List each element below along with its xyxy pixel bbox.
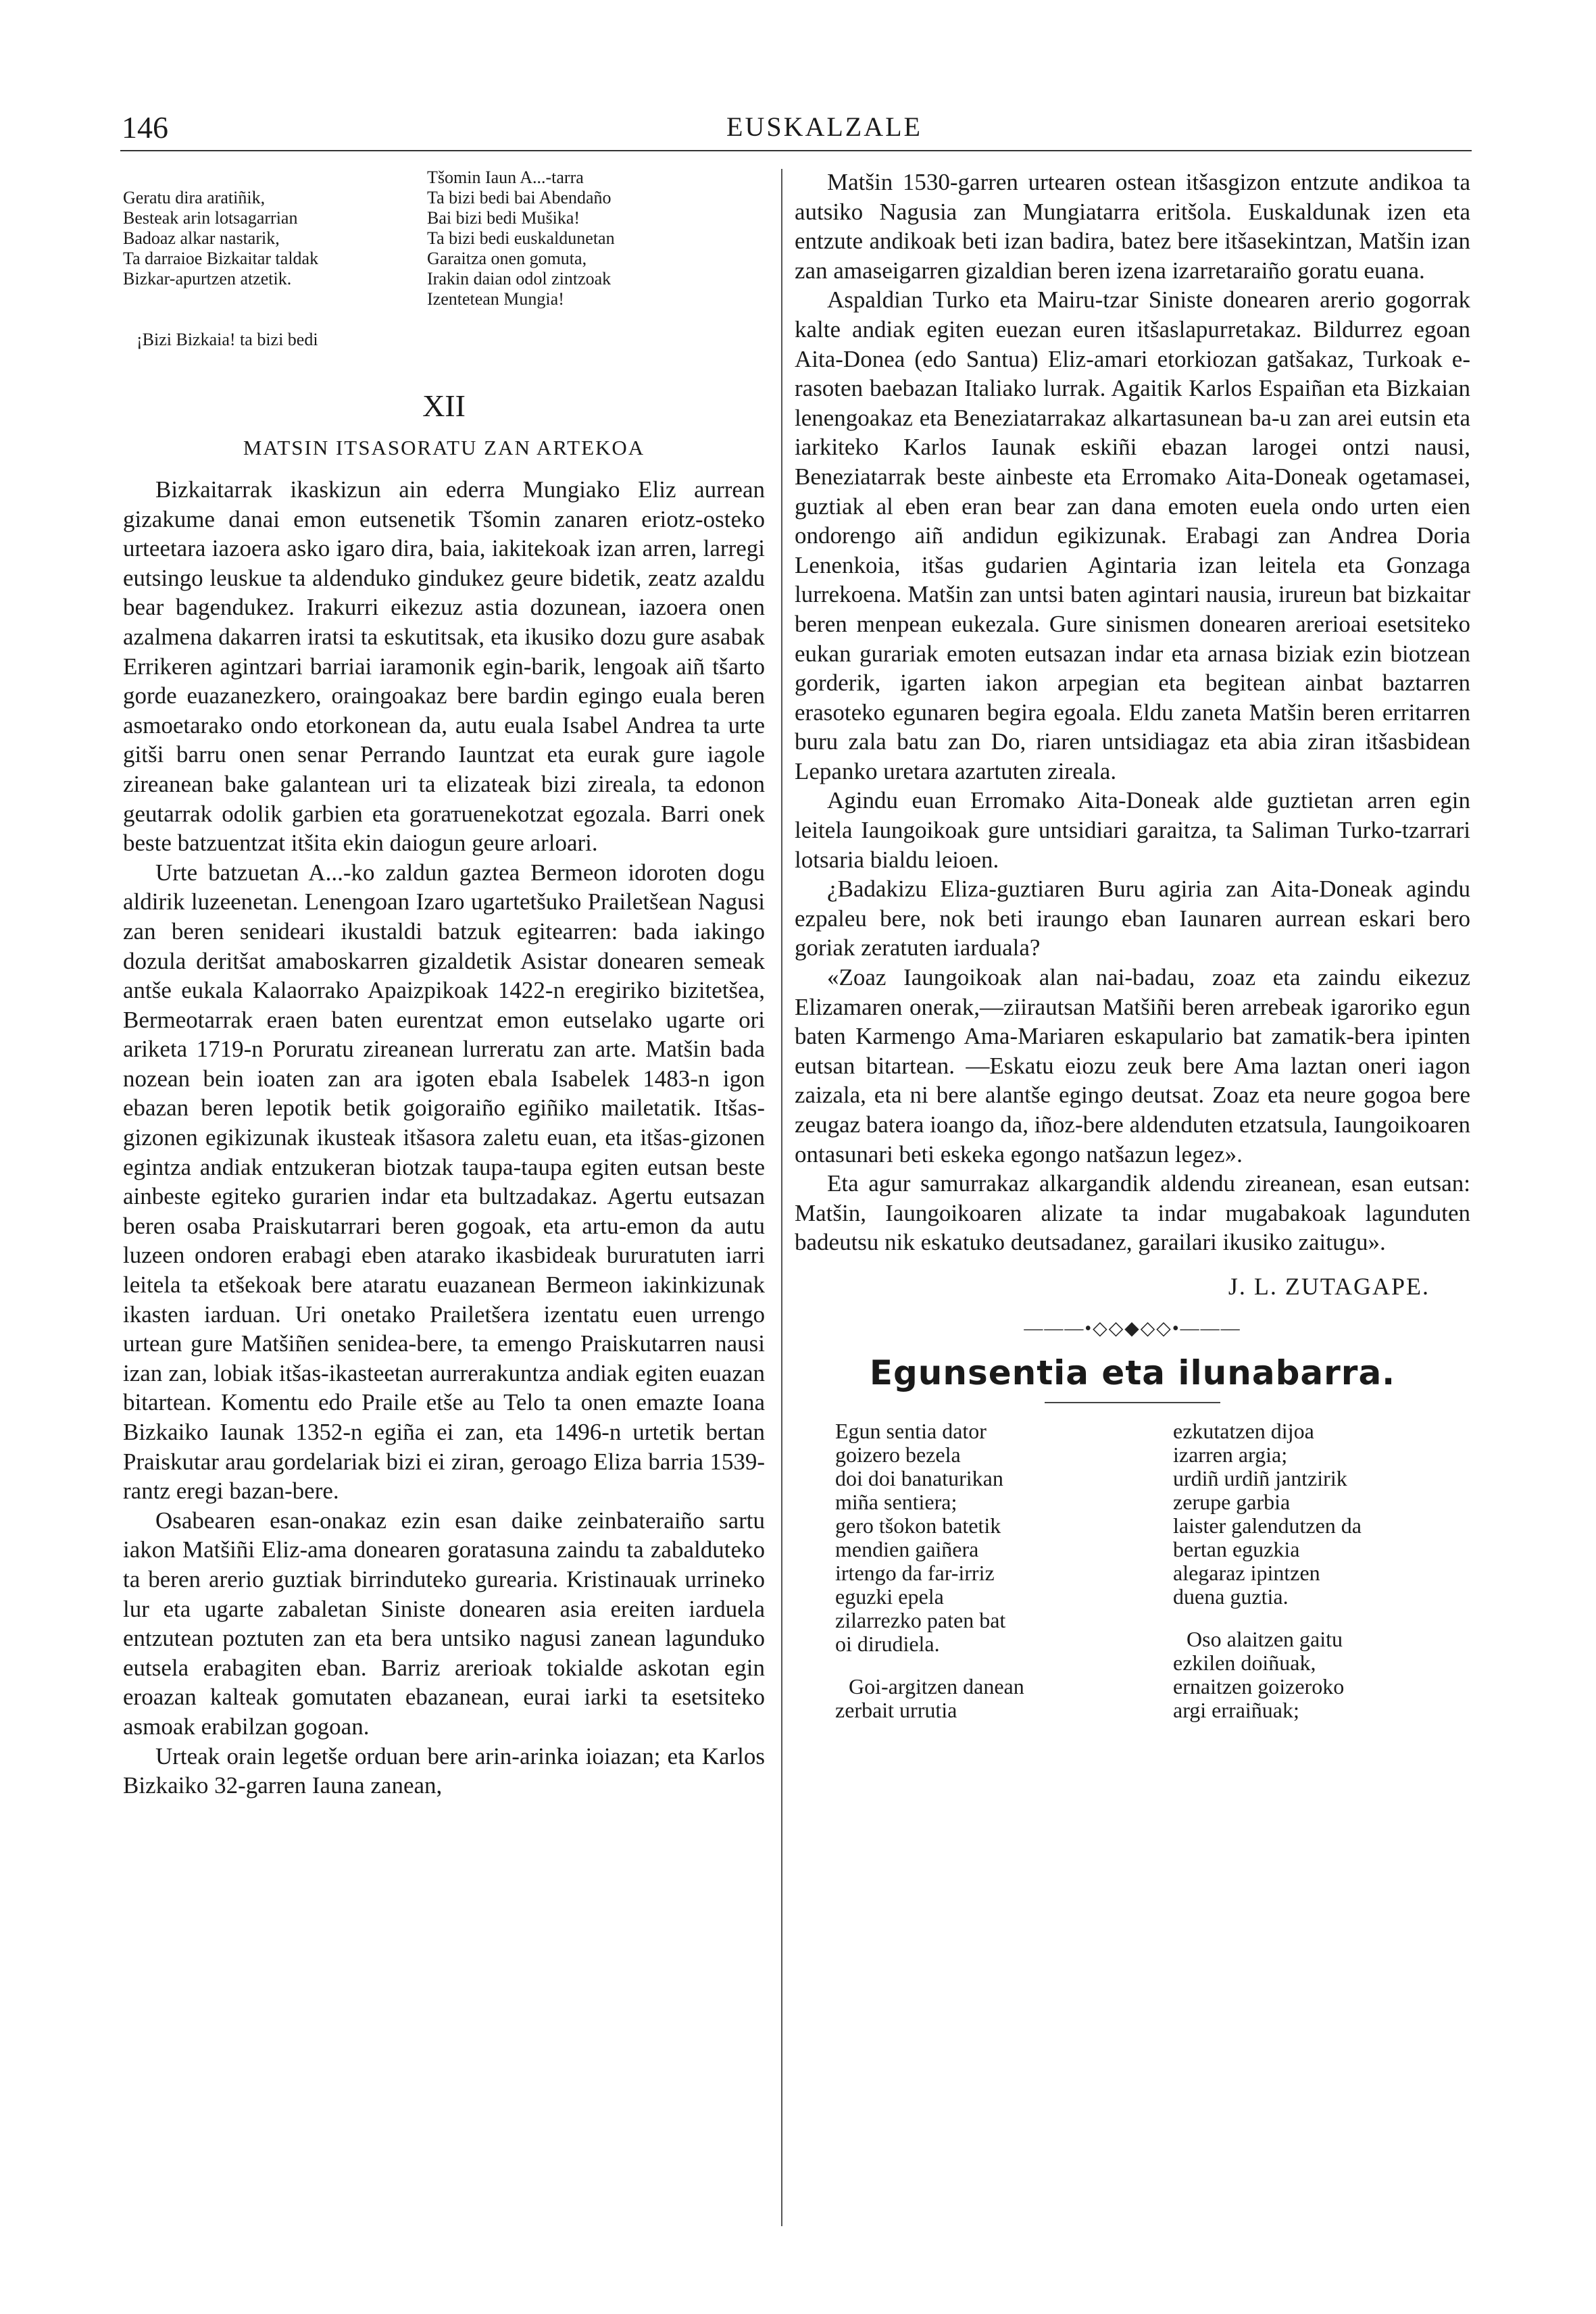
poem-column-a — [835, 1419, 1132, 1741]
poem-line: izarren argia; — [1173, 1442, 1288, 1467]
poem-line: miña sentiera; — [835, 1489, 957, 1514]
section-number: XII — [422, 388, 466, 423]
poem-body — [795, 1419, 1470, 1741]
poem-line: ezkilen doiñuak, — [1173, 1650, 1316, 1675]
paragraph: Agindu euan Erromako Aita-Doneak alde guztietan arren egin leitela Iaungoikoak gure untsidiari garaitza, ta Saliman Turko-tzarrari lotsaria bialdu leioen. — [795, 787, 1470, 873]
poem-line: Egun sentia dator — [835, 1418, 987, 1443]
poem-line: bertan eguzkia — [1173, 1536, 1300, 1561]
poem-stanza — [1173, 1419, 1457, 1609]
poem-line: zerbait urrutia — [835, 1697, 957, 1722]
poem-title: Egunsentia eta ilunabarra. — [869, 1353, 1396, 1392]
poem-line: Oso alaitzen gaitu — [1187, 1626, 1343, 1651]
poem-line: oi dirudiela. — [835, 1631, 940, 1656]
poem-line: urdiñ urdiñ jantzirik — [1173, 1465, 1347, 1490]
poem-line: alegaraz ipintzen — [1173, 1560, 1320, 1585]
paragraph: Bizkaitarrak ikaskizun ain ederra Mungiako Eliz aurrean gizakume danai emon eutsenetik Tšomin zanaren eriotz-osteko urteetara iazoera asko igaro dira, baia, iakitekoak izan arren, larregi eutsingo leuskue ta aldenduko gindukez geure bidetik, zeatz azaldu bear bagendukez. Irakurri eikezuz astia dozunean, iazoera onen azalmena dakarren iratsi ta eskutitsak, eta ikusiko dozu gure asabak Errikeren agintzari barriai iaramonik egin-barik, lengoak aiñ tšarto gorde euazanezkero, oraingoakaz bere bardin egingo euala beren asmoetarako ondo etorkonean da, autu euala Isabel Andrea ta urte gitši barru onen senar Perrando Iauntzat eta eurak gure iagole zireanean bake galantean uri ta elizateak bizi zireala, ta edonon geutarrak odolik garbien eta gorатuenekotzat egozala. Barri onek beste batzuentzat itšita ekin daiogun geure arloari. — [123, 476, 765, 857]
running-title: EUSKALZALE — [726, 111, 922, 142]
top-poem-right: Tšomin Iaun A...-tarra Ta bizi bedi bai Abendaño Bai bizi bedi Mušika! Ta bizi bedi euskaldunetan Garaitza onen gomuta, Irakin daian odol zintzoak Izentetean Mungia! — [427, 168, 615, 309]
paragraph: Urteak orain legetše orduan bere arin-arinka ioiazan; eta Karlos Bizkaiko 32-garren Iauna zanean, — [123, 1742, 765, 1799]
column-divider — [781, 169, 782, 2226]
poem-line: ernaitzen goizeroko — [1173, 1674, 1345, 1699]
paragraph: Matšin 1530-garren urtearen ostean itšasgizon entzute andikoa ta autsiko Nagusia zan Mungiatarra eritšola. Euskaldunak izen eta entzute andikoak beti izan badira, batez bere itšasekintzan, Matšin izan zan amaseigarren gizaldian beren izena izarretaraiño goratu euana. — [795, 169, 1470, 284]
poem-stanza — [835, 1675, 1132, 1722]
poem-line: ezkutatzen dijoa — [1173, 1418, 1314, 1443]
left-column — [123, 168, 765, 1801]
paragraph: «Zoaz Iaungoikoak alan nai-badau, zoaz eta zaindu eikezuz Elizamaren onerak,—ziirautsan Matšiñi beren arrebeak igaroriko egun baten Karmengo Ama-Mariaren eskapulario bat zamatik-bera ipinten eutsan bitartean. —Eskatu eiozu zeuk bere Ama laztan oneri iagon zaizala, eta ni bere alantše egingo deutsat. Zoaz eta neure gogoa bere zeugaz batera ioango da, iñoz-bere aldenduten etzatsula, Iaungoikoaren ontasunari beti eskeka egongo natšazun legez». — [795, 964, 1470, 1167]
poem-line: doi doi banaturikan — [835, 1465, 1003, 1490]
poem-stanza — [1173, 1628, 1457, 1722]
paragraph: Urte batzuetan A...-ko zaldun gaztea Bermeon idoroten dogu aldirik luzeenetan. Lenengoan Izaro ugartetšuko Prailetšean Nagusi zan beren senideari ikustaldi batzuk egitearren: bada iakingo dozula deritšat amaboskarren gizaldetik Asistar donearen semeak antše eukala Kalaorrako Apaizpikoak 1422-n eregiriko bizitetšea, Bermeotarrak eraen baten eurentzat emon eutselako ugarte ori ariketa 1719-n Poruratu zireanean lurreratu zan arte. Matšin bada nozean bein ioaten zan ara igoten ebala Isabelek 1483-n igon ebazan beren lepotik betik goigoraiño egiñiko mailetatik. Itšas-gizonen egikizunak ikusteak itšasora zaletu euan, eta itšas-gizonen egintza andiak entzukeran biotzak taupa-taupa egiten eutsan beste ainbeste egiteko gurarien indar eta bultzadakaz. Agertu eutsazan beren osaba Praiskutarrari beren gogoak, eta artu-emon da autu luzeen ondoren erabagi eben atarako ikasbideak bururatuten iarri leitela ta etšekoak bere ataratu euazanean Bermeon iakinkizunak ikasten iarduan. Uri onetako Prailetšera izentatu euen urrengo urtean gure Matšiñen senidea-bere, ta emengo Praiskutarren nausi izan zan, lobiak itšas-ikasteetan aurrerakuntza andiak egiten euazan bitartean. Komentu edo Praile etše au Telo ta onen emazte Ioana Bizkaiko Iaunak 1352-n egiña ei zan, eta 1496-n urtetik bertan Praiskutar arau gordelariak bizi ei ziran, geroago Eliza barria 1539-rantz eregi bazan-bere. — [123, 859, 765, 1505]
poem-line: duena guztia. — [1173, 1584, 1289, 1609]
poem-title-rule — [1045, 1402, 1220, 1403]
header-rule — [120, 150, 1472, 151]
top-poem-left-closing: ¡Bizi Bizkaia! ta bizi bedi — [136, 330, 318, 349]
poem-line: Goi-argitzen danean — [849, 1674, 1024, 1699]
poem-column-b — [1173, 1419, 1457, 1741]
right-article-text — [795, 168, 1470, 1257]
ornament-divider: ———•◇◇◆◇◇•——— — [1024, 1317, 1241, 1339]
poem-line: gero tšokon batetik — [835, 1513, 1001, 1538]
paragraph: Eta agur samurrakaz alkargandik aldendu zireanean, esan eutsan: Matšin, Iaungoikoaren alizate ta indar mugabakoak lagunduten badeutsu nik eskatuko deutsadanez, garailari ikusiko zaitugu». — [795, 1170, 1470, 1256]
paragraph: Osabearen esan-onakaz ezin esan daike zeinbateraiño sartu iakon Matšiñi Eliz-ama donearen goratasuna zaindu ta zabalduteko ta beren arerio guztiak birrinduteko gurearia. Kristinauak urrineko lur eta ugarte zabaletan Siniste donearen asia ereiten iarduela entzutean poztuten zan eta bera untsiko nagusi zanean lagunduko eutsela erabagiten eban. Barriz arerioak tokialde askotan egin eroazan kalteak gomutaten ebazanean, eurai iarki ta esetsiteko asmoak erabilzan gogoan. — [123, 1507, 765, 1740]
poem-line: eguzki epela — [835, 1584, 944, 1609]
poem-line: argi erraiñuak; — [1173, 1697, 1299, 1722]
top-poem-block — [123, 168, 765, 370]
poem-line: irtengo da far-irriz — [835, 1560, 995, 1585]
author-signature: J. L. ZUTAGAPE. — [1228, 1272, 1430, 1300]
poem-line: laister galendutzen da — [1173, 1513, 1362, 1538]
poem-line: goizero bezela — [835, 1442, 961, 1467]
poem-line: mendien gaiñera — [835, 1536, 979, 1561]
top-poem-left-stanza: Geratu dira aratiñik, Besteak arin lotsagarrian Badoaz alkar nastarik, Ta darraioe Bizkaitar taldak Bizkar-apurtzen atzetik. — [123, 188, 319, 288]
poem-line: zerupe garbia — [1173, 1489, 1291, 1514]
paragraph: ¿Badakizu Eliza-guztiaren Buru agiria zan Aita-Doneak agindu ezpaleu bere, nok beti iraungo eban Iaunaren aurrean eskari bero goriak zeratuten iarduala? — [795, 876, 1470, 961]
page-number: 146 — [122, 110, 168, 145]
poem-line: zilarrezko paten bat — [835, 1607, 1006, 1632]
paragraph: Aspaldian Turko eta Mairu-tzar Siniste donearen arerio gogorrak kalte andiak egiten euezan euren itšaslapurretakaz. Bildurrez egoan Aita-Donea (edo Santua) Eliz-amari etorkiozan gatšakaz, Turkoak e-rasoten baebazan Italiako lurrak. Agaitik Karlos Espaiñan eta Bizkaian lenengoakaz eta Beneziatarrakaz alkartasunean ba-u zan arei eutsin eta iarkiteko Karlos Iaunak eskiñi ebazan larogei ontzi nausi, Beneziatarrak beste ainbeste eta Erromako Aita-Doneak ogetamasei, guztiak al eben eran bear zan dana emoten euela ondo urten eien ondorengo aiñ andidun egikizunak. Erabagi zan Andrea Doria Lenenkoia, itšas gudarien Agintaria izan leitela eta Gonzaga lurrekoena. Matšin zan untsi baten agintari nausia, irureun bat bizkaitar beren menpean eukezala. Gure sinismen donearen arerioai esetsiteko eukan gurariak emoten eutsazan indar eta arnasa biziak ezin biotzean gorderik, igarten iakon arpegian eta begitean ainbat baztarren erasoteko egunaren begira egoala. Eldu zaneta Matšin beren erritarren buru zala batu zan Do, riaren untsidiagaz eta abia ziran itšasbidean Lepanko uretara azartuten zireala. — [795, 286, 1470, 784]
left-article-text — [123, 475, 765, 1801]
top-poem-left — [123, 168, 414, 370]
right-column — [795, 168, 1470, 1741]
poem-stanza — [835, 1419, 1132, 1656]
section-title: MATSIN ITSASORATU ZAN ARTEKOA — [243, 436, 645, 459]
